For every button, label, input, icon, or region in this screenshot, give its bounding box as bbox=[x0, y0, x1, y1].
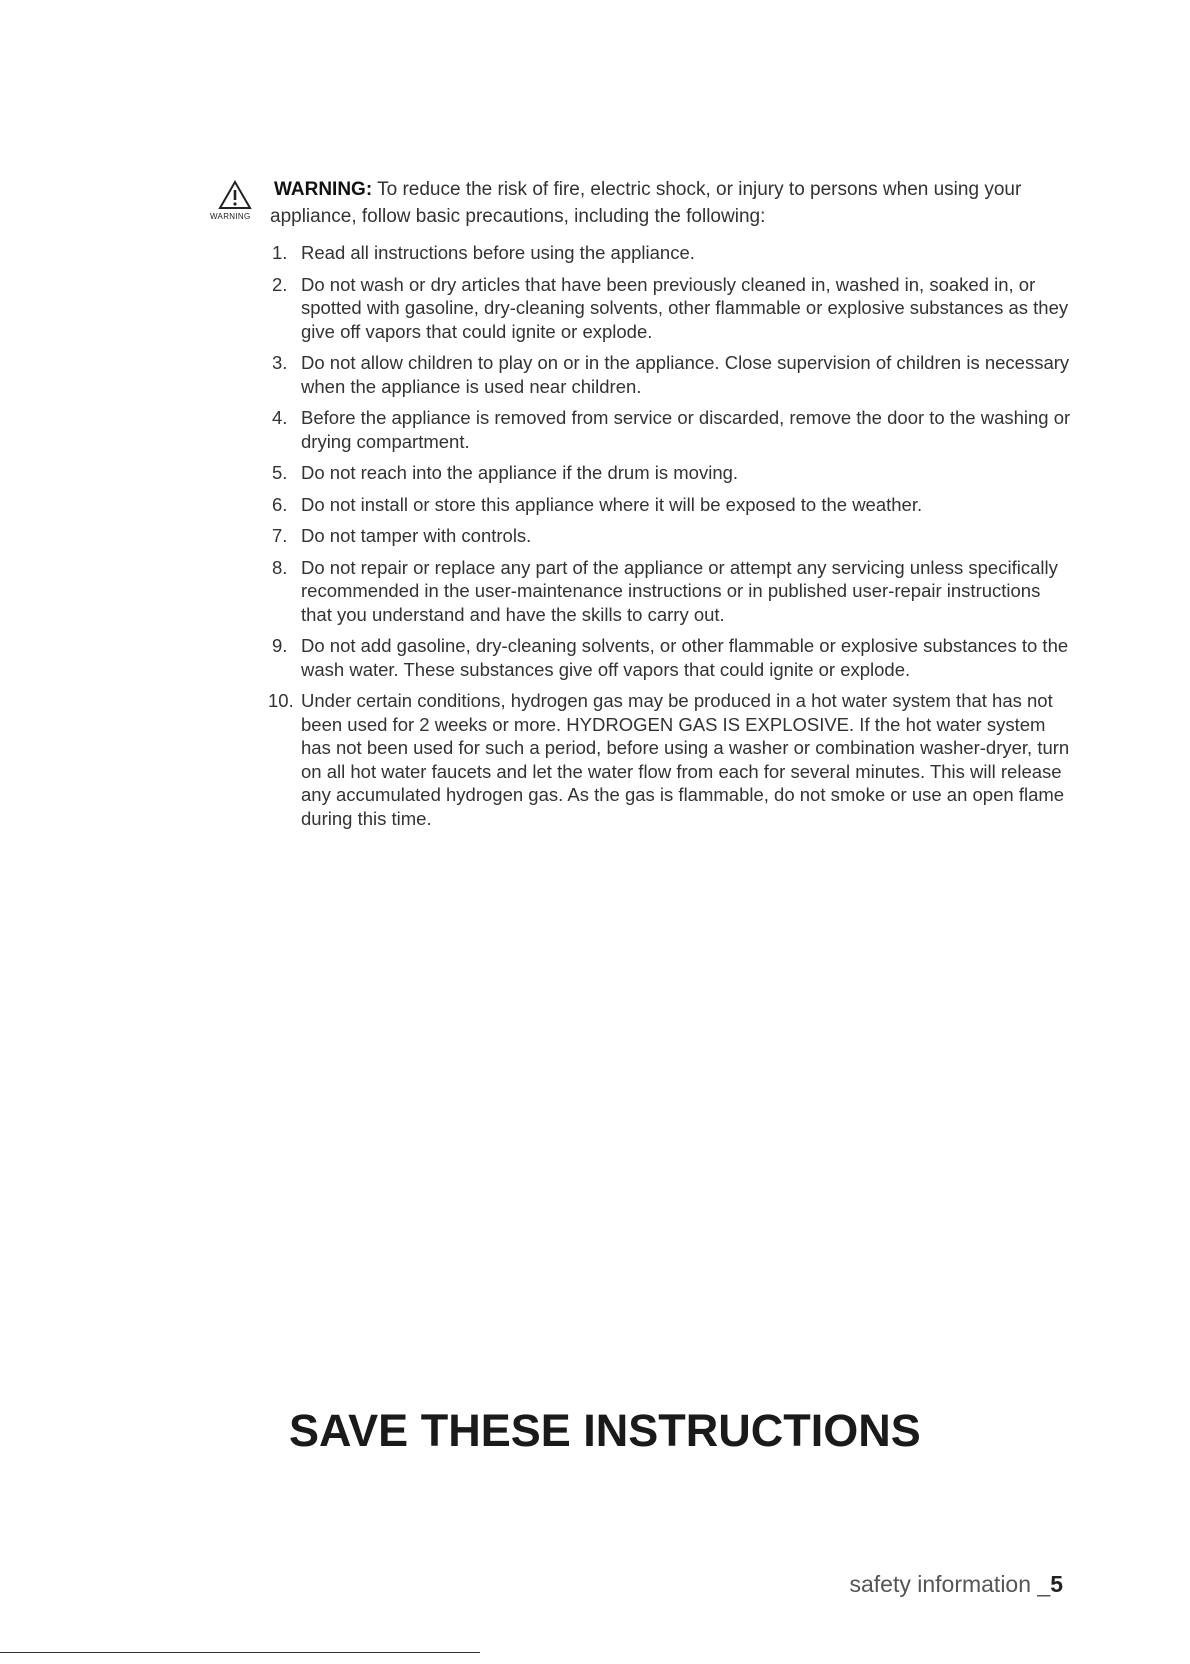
item-text: Before the appliance is removed from service or discarded, remove the door to the washing or drying compartment. bbox=[301, 407, 1071, 452]
item-number: 7. bbox=[272, 525, 288, 546]
list-item bbox=[272, 273, 1072, 344]
item-number: 2. bbox=[272, 273, 288, 295]
page-number: 5 bbox=[1050, 1571, 1063, 1597]
item-number: 1. bbox=[272, 242, 288, 263]
item-number: 4. bbox=[272, 407, 288, 428]
item-text: Do not allow children to play on or in the appliance. Close supervision of children is necessary when the appliance is used near children. bbox=[301, 352, 1070, 397]
list-item bbox=[272, 493, 1072, 517]
item-number: 5. bbox=[272, 462, 288, 483]
footer-section-label: safety information _ bbox=[849, 1571, 1051, 1597]
item-number: 9. bbox=[272, 635, 288, 656]
warning-lead: WARNING: bbox=[274, 179, 373, 200]
item-number: 8. bbox=[272, 556, 288, 578]
list-item bbox=[272, 241, 1072, 265]
item-text: Do not add gasoline, dry-cleaning solvents, or other flammable or explosive substances to the wash water. These substances give off vapors that could ignite or explode. bbox=[301, 635, 1069, 680]
item-text: Do not tamper with controls. bbox=[301, 525, 532, 546]
item-number: 3. bbox=[272, 352, 288, 373]
item-text: Do not install or store this appliance where it will be exposed to the weather. bbox=[301, 493, 923, 515]
item-text: Do not reach into the appliance if the drum is moving. bbox=[301, 462, 739, 483]
list-item bbox=[272, 461, 1072, 485]
page-footer bbox=[849, 1571, 1063, 1598]
bottom-divider bbox=[0, 1652, 480, 1653]
save-instructions-title: SAVE THESE INSTRUCTIONS bbox=[289, 1405, 921, 1456]
item-number: 10. bbox=[268, 690, 294, 711]
item-text: Do not wash or dry articles that have been previously cleaned in, washed in, soaked in, or spotted with gasoline, dry-cleaning solvents, other flammable or explosive substances as they give off vapors that could ignite or explode. bbox=[301, 273, 1069, 342]
list-item bbox=[272, 406, 1072, 453]
warning-intro-line-2: appliance, follow basic precautions, including the following: bbox=[270, 206, 766, 227]
item-text: Under certain conditions, hydrogen gas may be produced in a hot water system that has not been used for 2 weeks or more. HYDROGEN GAS IS EXPLOSIVE. If the hot water system has not been used for such a period, before using a washer or combination washer-dryer, turn on all hot water faucets and let the water flow from each for several minutes. This will release any accumulated hydrogen gas. As the gas is flammable, do not smoke or use an open flame during this time. bbox=[301, 690, 1070, 829]
list-item bbox=[272, 634, 1072, 681]
list-item bbox=[272, 524, 1072, 548]
warning-intro-line-1: To reduce the risk of fire, electric shock, or injury to persons when using your bbox=[377, 179, 1022, 200]
instruction-list bbox=[268, 241, 1072, 838]
warning-icon-caption: WARNING bbox=[210, 212, 251, 221]
list-item bbox=[272, 351, 1072, 398]
item-text: Read all instructions before using the appliance. bbox=[301, 242, 695, 263]
warning-triangle-icon bbox=[218, 180, 252, 210]
warning-intro bbox=[270, 176, 1074, 230]
list-item bbox=[268, 689, 1072, 830]
warning-symbol bbox=[208, 180, 268, 221]
list-item bbox=[272, 556, 1072, 627]
item-number: 6. bbox=[272, 493, 288, 515]
item-text: Do not repair or replace any part of the appliance or attempt any servicing unless specifically recommended in the user-maintenance instructions or in published user-repair instructions that you understand and have the skills to carry out. bbox=[301, 556, 1058, 625]
